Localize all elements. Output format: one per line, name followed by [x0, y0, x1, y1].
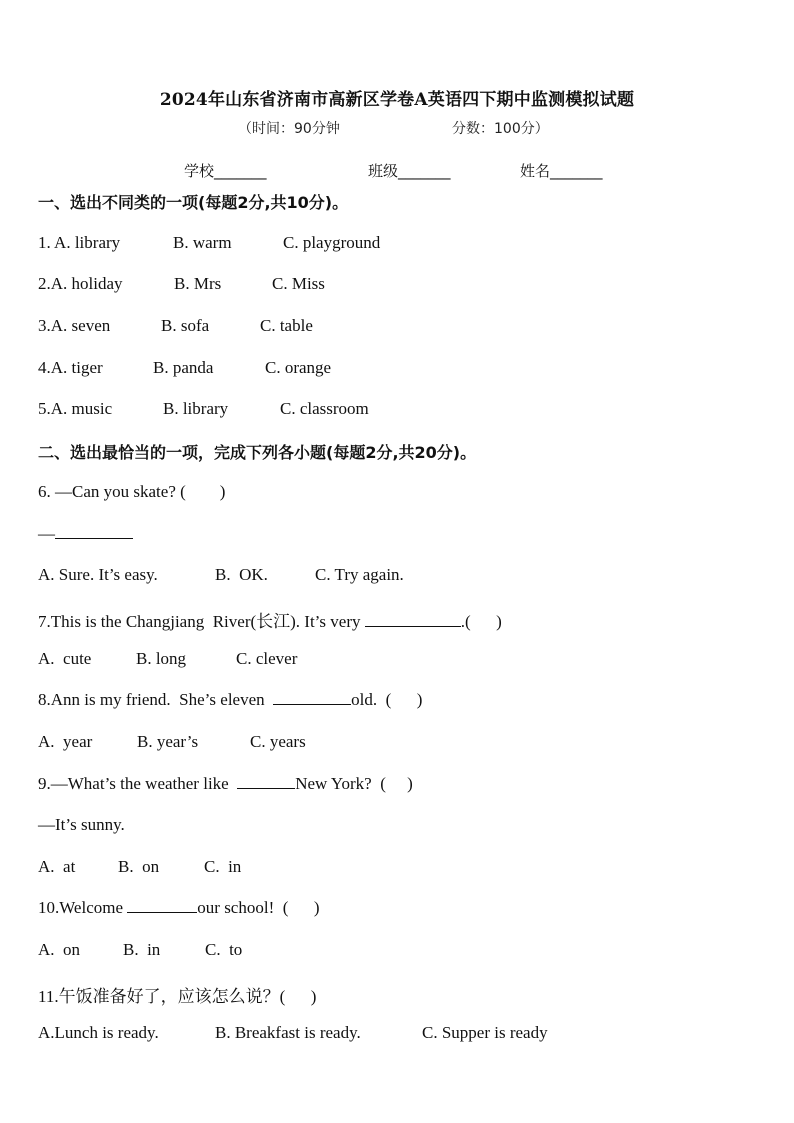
name-field: 姓名_______	[520, 162, 603, 180]
q6-option-a: A. Sure. It’s easy.	[38, 565, 158, 584]
q8-option-c: C. years	[250, 732, 306, 751]
class-field: 班级_______	[368, 162, 451, 180]
q9-option-b: B. on	[118, 857, 160, 876]
q10-blank	[127, 898, 197, 913]
q1-option-b: B. warm	[173, 233, 232, 252]
section-1-heading: 一、选出不同类的一项(每题2分,共10分)。	[38, 193, 349, 212]
q7-option-c: C. clever	[236, 649, 298, 668]
q1-option-c: C. playground	[283, 233, 381, 252]
q10-option-b: B. in	[123, 940, 161, 959]
q10-stem-start: 10.Welcome	[38, 898, 128, 917]
q9-stem-start: 9.—What’s the weather like	[38, 774, 238, 793]
q6-answer-blank	[55, 524, 133, 539]
q4-option-c: C. orange	[265, 358, 332, 377]
q10-option-c: C. to	[205, 940, 243, 959]
q3-option-a: 3.A. seven	[38, 316, 111, 335]
section-2-heading: 二、选出最恰当的一项，完成下列各小题(每题2分,共20分)。	[38, 443, 477, 462]
q4-option-b: B. panda	[153, 358, 214, 377]
q9-option-a: A. at	[38, 857, 76, 876]
q7-stem-start: 7.This is the Changjiang River(长江). It’s very	[38, 612, 365, 631]
q1-option-a: 1. A. library	[38, 233, 121, 252]
exam-title: 2024年山东省济南市高新区学卷A英语四下期中监测模拟试题	[159, 90, 635, 110]
q7-blank	[365, 612, 461, 627]
q11-option-a: A.Lunch is ready.	[38, 1023, 159, 1042]
q6-stem: 6. —Can you skate? ( )	[38, 482, 226, 501]
q9-reply: —It’s sunny.	[38, 815, 125, 834]
q9-blank	[237, 774, 295, 789]
school-field: 学校_______	[184, 162, 267, 180]
q8-option-b: B. year’s	[137, 732, 199, 751]
q9-option-c: C. in	[204, 857, 242, 876]
q10-option-a: A. on	[38, 940, 81, 959]
q7-option-b: B. long	[136, 649, 187, 668]
q5-option-b: B. library	[163, 399, 229, 418]
q7-stem-end: .( )	[460, 612, 502, 631]
q8-stem-end: old. ( )	[351, 690, 423, 709]
q6-reply	[38, 524, 133, 544]
q8-blank	[273, 690, 351, 705]
q6-option-b: B. OK.	[215, 565, 268, 584]
q2-option-b: B. Mrs	[174, 274, 222, 293]
q10-stem-end: our school! ( )	[197, 898, 320, 917]
q11-stem: 11.午饭准备好了，应该怎么说？( )	[38, 987, 317, 1006]
q4-option-a: 4.A. tiger	[38, 358, 103, 377]
q3-option-c: C. table	[260, 316, 313, 335]
q6-option-c: C. Try again.	[315, 565, 404, 584]
q10-stem	[38, 898, 320, 918]
q11-option-c: C. Supper is ready	[422, 1023, 548, 1042]
exam-time: （时间：90分钟	[238, 121, 340, 137]
q2-option-a: 2.A. holiday	[38, 274, 123, 293]
q7-option-a: A. cute	[38, 649, 92, 668]
q8-stem-start: 8.Ann is my friend. She’s eleven	[38, 690, 274, 709]
q9-stem	[38, 774, 413, 794]
q9-stem-end: New York? ( )	[295, 774, 413, 793]
exam-score: 分数：100分）	[452, 121, 549, 137]
q8-stem	[38, 690, 422, 710]
q7-stem	[38, 607, 502, 632]
q5-option-c: C. classroom	[280, 399, 369, 418]
q6-reply-dash: —	[38, 524, 55, 543]
q8-option-a: A. year	[38, 732, 93, 751]
q2-option-c: C. Miss	[272, 274, 325, 293]
q3-option-b: B. sofa	[161, 316, 210, 335]
q5-option-a: 5.A. music	[38, 399, 113, 418]
q11-option-b: B. Breakfast is ready.	[215, 1023, 361, 1042]
